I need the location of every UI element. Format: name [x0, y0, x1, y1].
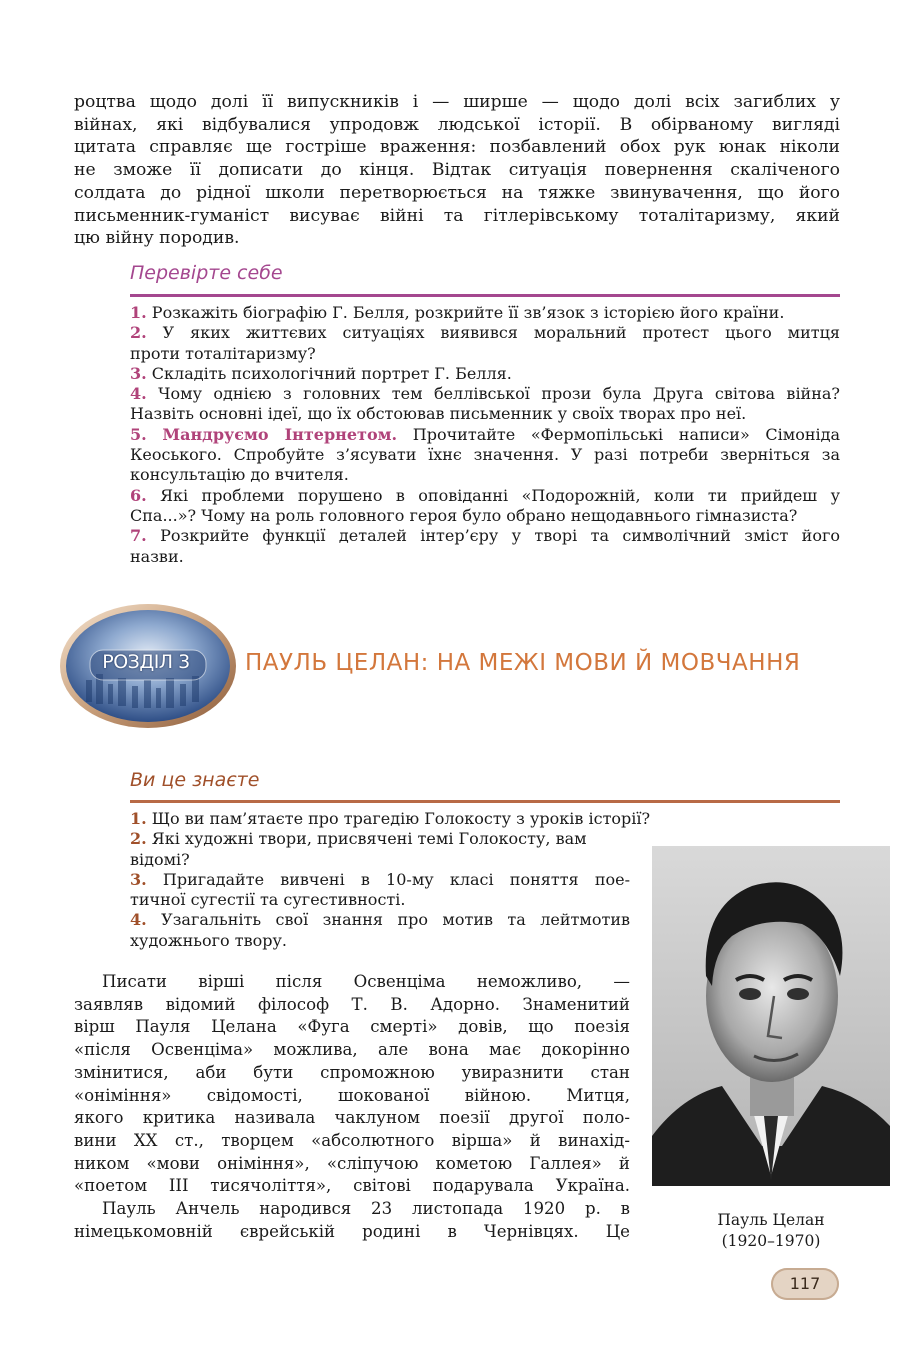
text-line: «оніміння» свідомості, шокованої війною. Митця, [74, 1085, 630, 1105]
list-item-cont: художнього твору. [130, 930, 287, 950]
text-line: роцтва щодо долі її випускників і — ширше — щодо долі всіх загиблих у [74, 92, 840, 112]
chapter-title: ПАУЛЬ ЦЕЛАН: НА МЕЖІ МОВИ Й МОВЧАННЯ [245, 650, 801, 676]
know-heading: Ви це знаєте [130, 769, 260, 791]
list-item: 2. У яких життєвих ситуаціях виявився моральний протест цього митця [130, 323, 840, 343]
list-item: 1. Розкажіть біографію Г. Белля, розкрийте її зв’язок з історією його країни. [130, 303, 785, 322]
page-number-badge [771, 1268, 839, 1300]
chapter-badge-label: РОЗДІЛ 3 [102, 651, 190, 673]
list-item: 7. Розкрийте функції деталей інтер’єру у творі та символічний зміст його [130, 526, 840, 546]
list-item-cont: проти тоталітаризму? [130, 343, 316, 363]
text-line: «поетом III тисячоліття», світові подарувала Україна. [74, 1176, 630, 1196]
text-line: заявляв відомий філософ Т. В. Адорно. Знаменитий [74, 994, 630, 1014]
text-line: солдата до рідної школи перетворюється на тяжке звинувачення, що його [74, 182, 840, 203]
portrait-photo [652, 846, 890, 1186]
text-line: змінитися, аби бути спроможною увиразнити стан [74, 1062, 630, 1082]
list-item: 1. Що ви пам’ятаєте про трагедію Голокосту з уроків історії? [130, 809, 651, 828]
caption-years: (1920–1970) [721, 1232, 821, 1250]
list-item-cont: Спа...»? Чому на роль головного героя було обрано нещодавнього гімназиста? [130, 505, 798, 525]
list-item-cont: Кеоського. Спробуйте з’ясувати їхнє значення. У разі потреби зверніться за [130, 445, 840, 465]
photo-caption [652, 1210, 890, 1252]
list-item: 4. Узагальніть свої знання про мотив та лейтмотив [130, 910, 630, 930]
list-item-cont: назви. [130, 546, 184, 566]
list-item-cont: консультацію до вчителя. [130, 465, 349, 485]
text-line: «після Освенціма» можлива, але вона має докорінно [74, 1040, 630, 1060]
text-line: цю війну породив. [74, 228, 240, 249]
list-item: 3. Складіть психологічний портрет Г. Белля. [130, 363, 512, 383]
text-line: вірш Пауля Целана «Фуга смерті» довів, що поезія [74, 1017, 630, 1037]
caption-name: Пауль Целан [717, 1211, 825, 1229]
text-line: цитата справляє ще гостріше враження: позбавлений обох рук юнак ніколи [74, 137, 840, 158]
text-line: Пауль Анчель народився 23 листопада 1920 р. в [102, 1199, 630, 1219]
check-heading-rule [130, 294, 840, 297]
list-item-cont: Назвіть основні ідеї, що їх обстоював письменник у своїх творах про неї. [130, 404, 747, 424]
text-line: не зможе її дописати до кінця. Відтак ситуація повернення скаліченого [74, 160, 840, 181]
text-line: вини XX ст., творцем «абсолютного вірша» й винахід- [74, 1130, 630, 1150]
body-paragraph [74, 971, 630, 1243]
text-line: війнах, які відбувалися упродовж людської історії. В обірваному вигляді [74, 114, 840, 135]
list-item-cont: тичної сугестії та сугестивності. [130, 890, 406, 910]
list-item: 4. Чому однією з головних тем беллівської прози була Друга світова війна? [130, 384, 841, 404]
know-heading-rule [130, 800, 840, 803]
list-item-cont: відомі? [130, 849, 190, 869]
text-line: ником «мови оніміння», «сліпучою кометою Галлея» й [74, 1153, 630, 1173]
intro-paragraph [74, 91, 840, 250]
text-line: якого критика називала чаклуном поезії другої поло- [74, 1108, 630, 1128]
list-item: 5. Мандруємо Інтернетом. Прочитайте «Фермопільські написи» Сімоніда [130, 424, 841, 444]
text-line: письменник-гуманіст висуває війні та гітлерівському тоталітаризму, який [74, 205, 840, 226]
know-questions [130, 809, 651, 951]
page-number: 117 [789, 1274, 821, 1293]
internet-label: Мандруємо Інтернетом. [162, 424, 398, 444]
list-item: 3. Пригадайте вивчені в 10-му класі поняття пое- [130, 869, 630, 889]
text-line: Писати вірші після Освенціма неможливо, — [102, 972, 630, 991]
list-item: 6. Які проблеми порушено в оповіданні «Подорожній, коли ти прийдеш у [130, 485, 840, 505]
text-line: німецькомовній єврейській родині в Чернівцях. Це [74, 1221, 630, 1241]
check-questions [130, 303, 840, 567]
check-heading: Перевірте себе [130, 262, 283, 284]
list-item: 2. Які художні твори, присвячені темі Голокосту, вам [130, 829, 587, 849]
